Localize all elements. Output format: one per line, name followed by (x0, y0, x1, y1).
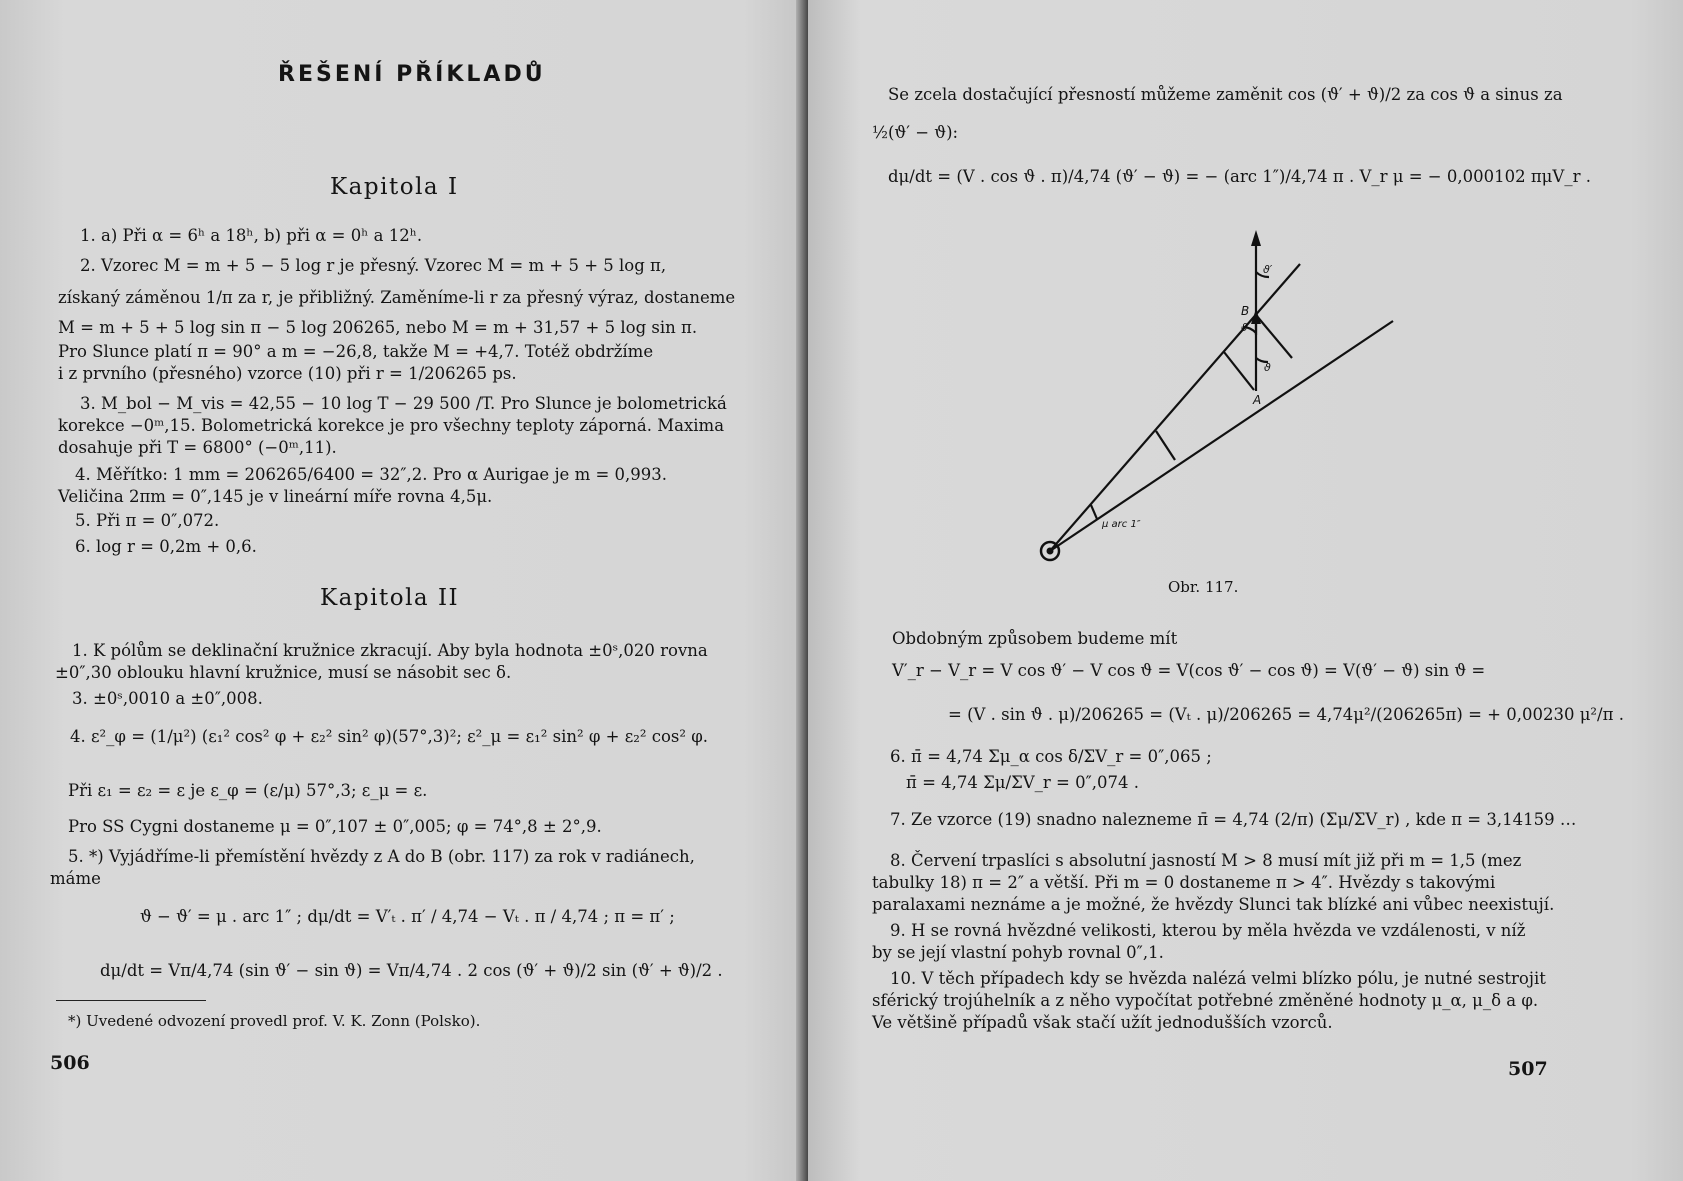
right-line: ½(ϑ′ − ϑ): (872, 123, 959, 142)
figure-117 (1028, 228, 1428, 568)
right-line: Obdobným způsobem budeme mít (892, 629, 1178, 648)
right-line: tabulky 18) π = 2″ a větší. Při m = 0 dostaneme π > 4″. Hvězdy s takovými (872, 873, 1496, 892)
right-page (808, 0, 1683, 1181)
right-line: Se zcela dostačující přesností můžeme zaměnit cos (ϑ′ + ϑ)/2 za cos ϑ a sinus za (888, 85, 1563, 104)
perp-a (1224, 352, 1254, 390)
page-number-right: 507 (1508, 1058, 1548, 1080)
right-line: 9. H se rovná hvězdné velikosti, kterou by měla hvězda ve vzdálenosti, v níž (890, 921, 1526, 940)
page-number-left: 506 (50, 1052, 90, 1074)
ch1-line: 4. Měřítko: 1 mm = 206265/6400 = 32″,2. Pro α Aurigae je m = 0,993. (75, 465, 668, 484)
right-line: π̄ = 4,74 Σμ/ΣV_r = 0″,074 . (906, 773, 1140, 792)
ch2-line: Pro SS Cygni dostaneme μ = 0″,107 ± 0″,005; φ = 74°,8 ± 2°,9. (68, 817, 602, 836)
label-theta-a: ϑ (1264, 361, 1271, 374)
right-line: 10. V těch případech kdy se hvězda nalézá velmi blízko pólu, je nutné sestrojit (890, 969, 1546, 988)
ch1-line: 2. Vzorec M = m + 5 − 5 log r je přesný. Vzorec M = m + 5 + 5 log π, (80, 256, 667, 275)
right-line: 7. Ze vzorce (19) snadno nalezneme π̄ = 4,74 (2/π) (Σμ/ΣV_r) , kde π = 3,14159 … (890, 810, 1577, 829)
ch2-line: ϑ − ϑ′ = μ . arc 1″ ; dμ/dt = V′ₜ . π′ / 4,74 − Vₜ . π / 4,74 ; π = π′ ; (140, 907, 675, 926)
ch1-line: korekce −0ᵐ,15. Bolometrická korekce je pro všechny teploty záporná. Maxima (58, 416, 725, 435)
figure-caption: Obr. 117. (1168, 578, 1239, 596)
ch1-line: Veličina 2πm = 0″,145 je v lineární míře rovna 4,5μ. (58, 487, 493, 506)
right-line: paralaxami neznáme a je možné, že hvězdy Slunci tak blízké ani vůbec neexistují. (872, 895, 1555, 914)
label-a: A (1253, 393, 1262, 407)
footnote: *) Uvedené odvození provedl prof. V. K. Zonn (Polsko). (68, 1012, 481, 1030)
right-line: dμ/dt = (V . cos ϑ . π)/4,74 (ϑ′ − ϑ) = − (arc 1″)/4,74 π . V_r μ = − 0,000102 πμV_r . (888, 167, 1591, 186)
ch2-line: máme (50, 869, 101, 888)
left-page (0, 0, 808, 1181)
right-line: 8. Červení trpaslíci s absolutní jasností M > 8 musí mít již při m = 1,5 (mez (890, 851, 1522, 870)
right-line: 6. π̄ = 4,74 Σμ_α cos δ/ΣV_r = 0″,065 ; (890, 747, 1212, 766)
right-line: V′_r − V_r = V cos ϑ′ − V cos ϑ = V(cos ϑ′ − cos ϑ) = V(ϑ′ − ϑ) sin ϑ = (892, 661, 1486, 680)
ch1-line: 5. Při π = 0″,072. (75, 511, 220, 530)
ch1-line: 1. a) Při α = 6ʰ a 18ʰ, b) při α = 0ʰ a 12ʰ. (80, 226, 423, 245)
label-b: B (1241, 304, 1250, 318)
ch1-line: získaný záměnou 1/π za r, je přibližný. Zaměníme-li r za přesný výraz, dostaneme (58, 288, 736, 307)
ch2-line: 3. ±0ˢ,0010 a ±0″,008. (72, 689, 263, 708)
ch2-line: ±0″,30 oblouku hlavní kružnice, musí se násobit sec δ. (55, 663, 512, 682)
perp-b (1256, 315, 1292, 358)
footnote-rule (56, 1000, 206, 1001)
chapter-1-title: Kapitola I (330, 174, 459, 200)
right-line: = (V . sin ϑ . μ)/206265 = (Vₜ . μ)/206265 = 4,74μ²/(206265π) = + 0,00230 μ²/π . (948, 705, 1624, 724)
ch1-line: 6. log r = 0,2m + 0,6. (75, 537, 257, 556)
label-theta-b: ϑ (1241, 321, 1248, 334)
page-heading: ŘEŠENÍ PŘÍKLADŮ (278, 62, 546, 87)
ch2-line: 4. ε²_φ = (1/μ²) (ε₁² cos² φ + ε₂² sin² φ)(57°,3)²; ε²_μ = ε₁² sin² φ + ε₂² cos² φ. (70, 727, 709, 746)
perp-mid (1156, 431, 1175, 460)
ch2-line: dμ/dt = Vπ/4,74 (sin ϑ′ − sin ϑ) = Vπ/4,74 . 2 cos (ϑ′ + ϑ)/2 sin (ϑ′ + ϑ)/2 . (100, 961, 723, 980)
right-line: by se její vlastní pohyb rovnal 0″,1. (872, 943, 1164, 962)
label-arc: μ arc 1″ (1102, 519, 1141, 530)
ch1-line: M = m + 5 + 5 log sin π − 5 log 206265, nebo M = m + 31,57 + 5 log sin π. (58, 318, 698, 337)
ch2-line: 1. K pólům se deklinační kružnice zkracují. Aby byla hodnota ±0ˢ,020 rovna (72, 641, 708, 660)
chapter-2-title: Kapitola II (320, 585, 460, 611)
observer-dot (1047, 548, 1054, 555)
arrowhead-top (1251, 230, 1261, 246)
ch1-line: i z prvního (přesného) vzorce (10) při r = 1/206265 ps. (58, 364, 517, 383)
label-theta-prime: ϑ′ (1263, 263, 1273, 276)
ch2-line: 5. *) Vyjádříme-li přemístění hvězdy z A do B (obr. 117) za rok v radiánech, (68, 847, 695, 866)
ch1-line: dosahuje při T = 6800° (−0ᵐ,11). (58, 438, 337, 457)
ch1-line: Pro Slunce platí π = 90° a m = −26,8, takže M = +4,7. Totéž obdržíme (58, 342, 654, 361)
ch2-line: Při ε₁ = ε₂ = ε je ε_φ = (ε/μ) 57°,3; ε_μ = ε. (68, 781, 428, 800)
right-line: Ve většině případů však stačí užít jednodušších vzorců. (872, 1013, 1333, 1032)
ch1-line: 3. M_bol − M_vis = 42,55 − 10 log T − 29 500 /T. Pro Slunce je bolometrická (80, 394, 727, 413)
right-line: sférický trojúhelník a z něho vypočítat potřebné změněné hodnoty μ_α, μ_δ a φ. (872, 991, 1539, 1010)
perp-near (1091, 505, 1097, 519)
